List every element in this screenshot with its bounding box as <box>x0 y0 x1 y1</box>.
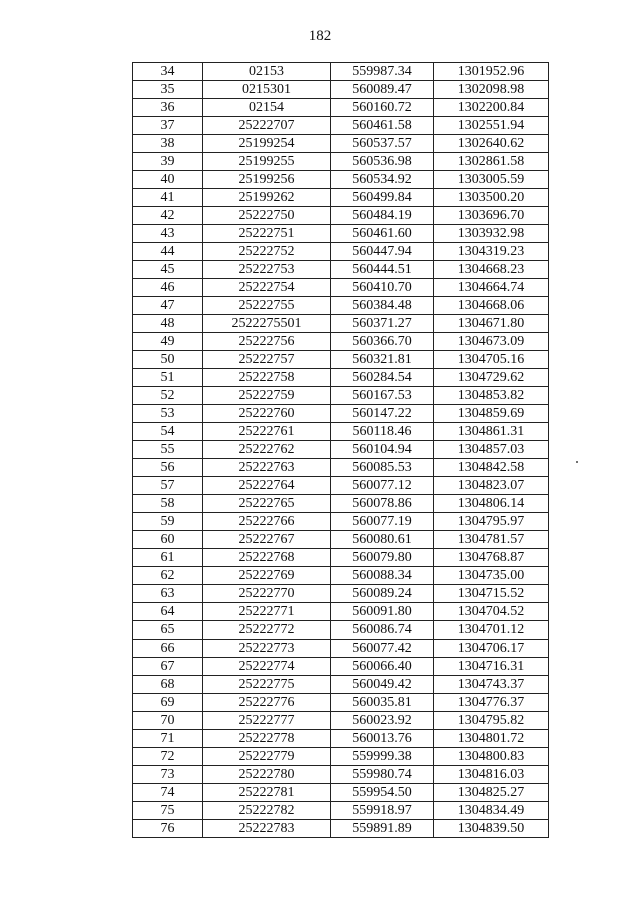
y-coordinate-cell: 1302861.58 <box>434 153 549 171</box>
x-coordinate-cell: 560461.60 <box>331 225 434 243</box>
point-number-cell: 57 <box>133 477 203 495</box>
point-id-cell: 25222752 <box>203 243 331 261</box>
point-number-cell: 63 <box>133 585 203 603</box>
x-coordinate-cell: 560160.72 <box>331 99 434 117</box>
y-coordinate-cell: 1304671.80 <box>434 315 549 333</box>
y-coordinate-cell: 1304768.87 <box>434 549 549 567</box>
table-row <box>133 819 549 837</box>
point-number-cell: 42 <box>133 207 203 225</box>
x-coordinate-cell: 560080.61 <box>331 531 434 549</box>
table-row <box>133 189 549 207</box>
table-row <box>133 459 549 477</box>
x-coordinate-cell: 560461.58 <box>331 117 434 135</box>
x-coordinate-cell: 559891.89 <box>331 819 434 837</box>
point-number-cell: 74 <box>133 783 203 801</box>
stray-mark <box>576 461 578 463</box>
point-id-cell: 25222783 <box>203 819 331 837</box>
y-coordinate-cell: 1304842.58 <box>434 459 549 477</box>
point-number-cell: 47 <box>133 297 203 315</box>
point-number-cell: 43 <box>133 225 203 243</box>
point-id-cell: 25222755 <box>203 297 331 315</box>
x-coordinate-cell: 559999.38 <box>331 747 434 765</box>
table-row <box>133 549 549 567</box>
y-coordinate-cell: 1304816.03 <box>434 765 549 783</box>
table-row <box>133 495 549 513</box>
y-coordinate-cell: 1304673.09 <box>434 333 549 351</box>
point-id-cell: 2522275501 <box>203 315 331 333</box>
y-coordinate-cell: 1304853.82 <box>434 387 549 405</box>
table-row <box>133 477 549 495</box>
point-number-cell: 58 <box>133 495 203 513</box>
table-row <box>133 405 549 423</box>
point-number-cell: 53 <box>133 405 203 423</box>
y-coordinate-cell: 1304825.27 <box>434 783 549 801</box>
y-coordinate-cell: 1304781.57 <box>434 531 549 549</box>
table-row <box>133 207 549 225</box>
point-id-cell: 02154 <box>203 99 331 117</box>
point-number-cell: 48 <box>133 315 203 333</box>
x-coordinate-cell: 560091.80 <box>331 603 434 621</box>
x-coordinate-cell: 560066.40 <box>331 657 434 675</box>
table-row <box>133 423 549 441</box>
point-id-cell: 25222758 <box>203 369 331 387</box>
point-number-cell: 70 <box>133 711 203 729</box>
y-coordinate-cell: 1304859.69 <box>434 405 549 423</box>
y-coordinate-cell: 1304823.07 <box>434 477 549 495</box>
point-id-cell: 25222777 <box>203 711 331 729</box>
point-id-cell: 25222757 <box>203 351 331 369</box>
x-coordinate-cell: 560077.42 <box>331 639 434 657</box>
table-row <box>133 801 549 819</box>
point-id-cell: 25222767 <box>203 531 331 549</box>
x-coordinate-cell: 559987.34 <box>331 63 434 81</box>
point-id-cell: 25222771 <box>203 603 331 621</box>
page-number: 182 <box>308 28 332 44</box>
point-id-cell: 25222774 <box>203 657 331 675</box>
x-coordinate-cell: 560147.22 <box>331 405 434 423</box>
point-number-cell: 49 <box>133 333 203 351</box>
x-coordinate-cell: 560384.48 <box>331 297 434 315</box>
point-number-cell: 44 <box>133 243 203 261</box>
table-row <box>133 225 549 243</box>
x-coordinate-cell: 559980.74 <box>331 765 434 783</box>
y-coordinate-cell: 1304857.03 <box>434 441 549 459</box>
point-number-cell: 75 <box>133 801 203 819</box>
x-coordinate-cell: 560167.53 <box>331 387 434 405</box>
y-coordinate-cell: 1304735.00 <box>434 567 549 585</box>
point-number-cell: 72 <box>133 747 203 765</box>
point-number-cell: 38 <box>133 135 203 153</box>
table-row <box>133 243 549 261</box>
y-coordinate-cell: 1302098.98 <box>434 81 549 99</box>
y-coordinate-cell: 1304834.49 <box>434 801 549 819</box>
point-number-cell: 50 <box>133 351 203 369</box>
point-id-cell: 25199262 <box>203 189 331 207</box>
table-row <box>133 63 549 81</box>
x-coordinate-cell: 559918.97 <box>331 801 434 819</box>
y-coordinate-cell: 1304664.74 <box>434 279 549 297</box>
table-row <box>133 351 549 369</box>
table-row <box>133 441 549 459</box>
point-number-cell: 52 <box>133 387 203 405</box>
point-number-cell: 71 <box>133 729 203 747</box>
point-number-cell: 73 <box>133 765 203 783</box>
point-id-cell: 25222751 <box>203 225 331 243</box>
y-coordinate-cell: 1303500.20 <box>434 189 549 207</box>
x-coordinate-cell: 559954.50 <box>331 783 434 801</box>
x-coordinate-cell: 560284.54 <box>331 369 434 387</box>
point-number-cell: 64 <box>133 603 203 621</box>
point-number-cell: 41 <box>133 189 203 207</box>
y-coordinate-cell: 1304705.16 <box>434 351 549 369</box>
x-coordinate-cell: 560321.81 <box>331 351 434 369</box>
point-id-cell: 25199256 <box>203 171 331 189</box>
point-id-cell: 25222762 <box>203 441 331 459</box>
x-coordinate-cell: 560049.42 <box>331 675 434 693</box>
point-number-cell: 67 <box>133 657 203 675</box>
table-row <box>133 783 549 801</box>
point-id-cell: 25222761 <box>203 423 331 441</box>
x-coordinate-cell: 560118.46 <box>331 423 434 441</box>
point-id-cell: 25222764 <box>203 477 331 495</box>
table-row <box>133 639 549 657</box>
x-coordinate-cell: 560410.70 <box>331 279 434 297</box>
point-id-cell: 25222763 <box>203 459 331 477</box>
point-number-cell: 59 <box>133 513 203 531</box>
x-coordinate-cell: 560086.74 <box>331 621 434 639</box>
y-coordinate-cell: 1302200.84 <box>434 99 549 117</box>
y-coordinate-cell: 1304319.23 <box>434 243 549 261</box>
point-id-cell: 25222754 <box>203 279 331 297</box>
x-coordinate-cell: 560079.80 <box>331 549 434 567</box>
x-coordinate-cell: 560447.94 <box>331 243 434 261</box>
y-coordinate-cell: 1304704.52 <box>434 603 549 621</box>
y-coordinate-cell: 1304715.52 <box>434 585 549 603</box>
table-row <box>133 603 549 621</box>
point-id-cell: 25222759 <box>203 387 331 405</box>
x-coordinate-cell: 560035.81 <box>331 693 434 711</box>
table-row <box>133 765 549 783</box>
table-row <box>133 567 549 585</box>
point-number-cell: 54 <box>133 423 203 441</box>
x-coordinate-cell: 560077.19 <box>331 513 434 531</box>
point-id-cell: 25222770 <box>203 585 331 603</box>
y-coordinate-cell: 1304729.62 <box>434 369 549 387</box>
point-number-cell: 36 <box>133 99 203 117</box>
point-number-cell: 34 <box>133 63 203 81</box>
y-coordinate-cell: 1304701.12 <box>434 621 549 639</box>
table-row <box>133 693 549 711</box>
point-number-cell: 60 <box>133 531 203 549</box>
table-row <box>133 585 549 603</box>
x-coordinate-cell: 560537.57 <box>331 135 434 153</box>
y-coordinate-cell: 1304839.50 <box>434 819 549 837</box>
y-coordinate-cell: 1304706.17 <box>434 639 549 657</box>
table-row <box>133 261 549 279</box>
x-coordinate-cell: 560088.34 <box>331 567 434 585</box>
y-coordinate-cell: 1303005.59 <box>434 171 549 189</box>
y-coordinate-cell: 1303932.98 <box>434 225 549 243</box>
point-id-cell: 25222760 <box>203 405 331 423</box>
point-number-cell: 68 <box>133 675 203 693</box>
x-coordinate-cell: 560077.12 <box>331 477 434 495</box>
point-number-cell: 45 <box>133 261 203 279</box>
table-row <box>133 369 549 387</box>
point-id-cell: 25199254 <box>203 135 331 153</box>
point-id-cell: 25222782 <box>203 801 331 819</box>
point-number-cell: 62 <box>133 567 203 585</box>
point-id-cell: 25222707 <box>203 117 331 135</box>
point-id-cell: 25222772 <box>203 621 331 639</box>
table-row <box>133 513 549 531</box>
y-coordinate-cell: 1304743.37 <box>434 675 549 693</box>
x-coordinate-cell: 560536.98 <box>331 153 434 171</box>
point-id-cell: 25222765 <box>203 495 331 513</box>
y-coordinate-cell: 1304800.83 <box>434 747 549 765</box>
table-row <box>133 747 549 765</box>
point-number-cell: 61 <box>133 549 203 567</box>
point-id-cell: 02153 <box>203 63 331 81</box>
y-coordinate-cell: 1304668.06 <box>434 297 549 315</box>
point-number-cell: 66 <box>133 639 203 657</box>
x-coordinate-cell: 560089.24 <box>331 585 434 603</box>
x-coordinate-cell: 560085.53 <box>331 459 434 477</box>
table-row <box>133 279 549 297</box>
y-coordinate-cell: 1304776.37 <box>434 693 549 711</box>
point-number-cell: 51 <box>133 369 203 387</box>
y-coordinate-cell: 1304716.31 <box>434 657 549 675</box>
point-number-cell: 56 <box>133 459 203 477</box>
point-number-cell: 46 <box>133 279 203 297</box>
y-coordinate-cell: 1302640.62 <box>434 135 549 153</box>
point-number-cell: 69 <box>133 693 203 711</box>
coordinate-table-body <box>133 63 549 838</box>
table-row <box>133 135 549 153</box>
point-number-cell: 55 <box>133 441 203 459</box>
point-number-cell: 65 <box>133 621 203 639</box>
point-number-cell: 35 <box>133 81 203 99</box>
table-row <box>133 99 549 117</box>
table-row <box>133 297 549 315</box>
y-coordinate-cell: 1302551.94 <box>434 117 549 135</box>
x-coordinate-cell: 560013.76 <box>331 729 434 747</box>
table-row <box>133 675 549 693</box>
table-row <box>133 657 549 675</box>
point-number-cell: 76 <box>133 819 203 837</box>
table-row <box>133 729 549 747</box>
point-id-cell: 25222781 <box>203 783 331 801</box>
y-coordinate-cell: 1301952.96 <box>434 63 549 81</box>
x-coordinate-cell: 560078.86 <box>331 495 434 513</box>
point-id-cell: 0215301 <box>203 81 331 99</box>
table-row <box>133 621 549 639</box>
point-id-cell: 25222756 <box>203 333 331 351</box>
table-row <box>133 531 549 549</box>
y-coordinate-cell: 1304795.97 <box>434 513 549 531</box>
point-id-cell: 25222766 <box>203 513 331 531</box>
y-coordinate-cell: 1304806.14 <box>434 495 549 513</box>
point-id-cell: 25222778 <box>203 729 331 747</box>
point-number-cell: 40 <box>133 171 203 189</box>
x-coordinate-cell: 560104.94 <box>331 441 434 459</box>
point-id-cell: 25222769 <box>203 567 331 585</box>
y-coordinate-cell: 1304668.23 <box>434 261 549 279</box>
x-coordinate-cell: 560499.84 <box>331 189 434 207</box>
x-coordinate-cell: 560534.92 <box>331 171 434 189</box>
y-coordinate-cell: 1304801.72 <box>434 729 549 747</box>
point-id-cell: 25222750 <box>203 207 331 225</box>
point-id-cell: 25222779 <box>203 747 331 765</box>
table-row <box>133 711 549 729</box>
y-coordinate-cell: 1304795.82 <box>434 711 549 729</box>
x-coordinate-cell: 560484.19 <box>331 207 434 225</box>
point-id-cell: 25222773 <box>203 639 331 657</box>
point-id-cell: 25222780 <box>203 765 331 783</box>
point-id-cell: 25222775 <box>203 675 331 693</box>
x-coordinate-cell: 560371.27 <box>331 315 434 333</box>
table-row <box>133 315 549 333</box>
point-id-cell: 25199255 <box>203 153 331 171</box>
point-id-cell: 25222753 <box>203 261 331 279</box>
point-number-cell: 39 <box>133 153 203 171</box>
table-row <box>133 171 549 189</box>
x-coordinate-cell: 560366.70 <box>331 333 434 351</box>
table-row <box>133 387 549 405</box>
x-coordinate-cell: 560444.51 <box>331 261 434 279</box>
coordinate-table <box>132 62 549 838</box>
y-coordinate-cell: 1304861.31 <box>434 423 549 441</box>
point-id-cell: 25222768 <box>203 549 331 567</box>
table-row <box>133 117 549 135</box>
point-number-cell: 37 <box>133 117 203 135</box>
table-row <box>133 81 549 99</box>
y-coordinate-cell: 1303696.70 <box>434 207 549 225</box>
table-row <box>133 333 549 351</box>
table-row <box>133 153 549 171</box>
x-coordinate-cell: 560089.47 <box>331 81 434 99</box>
x-coordinate-cell: 560023.92 <box>331 711 434 729</box>
point-id-cell: 25222776 <box>203 693 331 711</box>
